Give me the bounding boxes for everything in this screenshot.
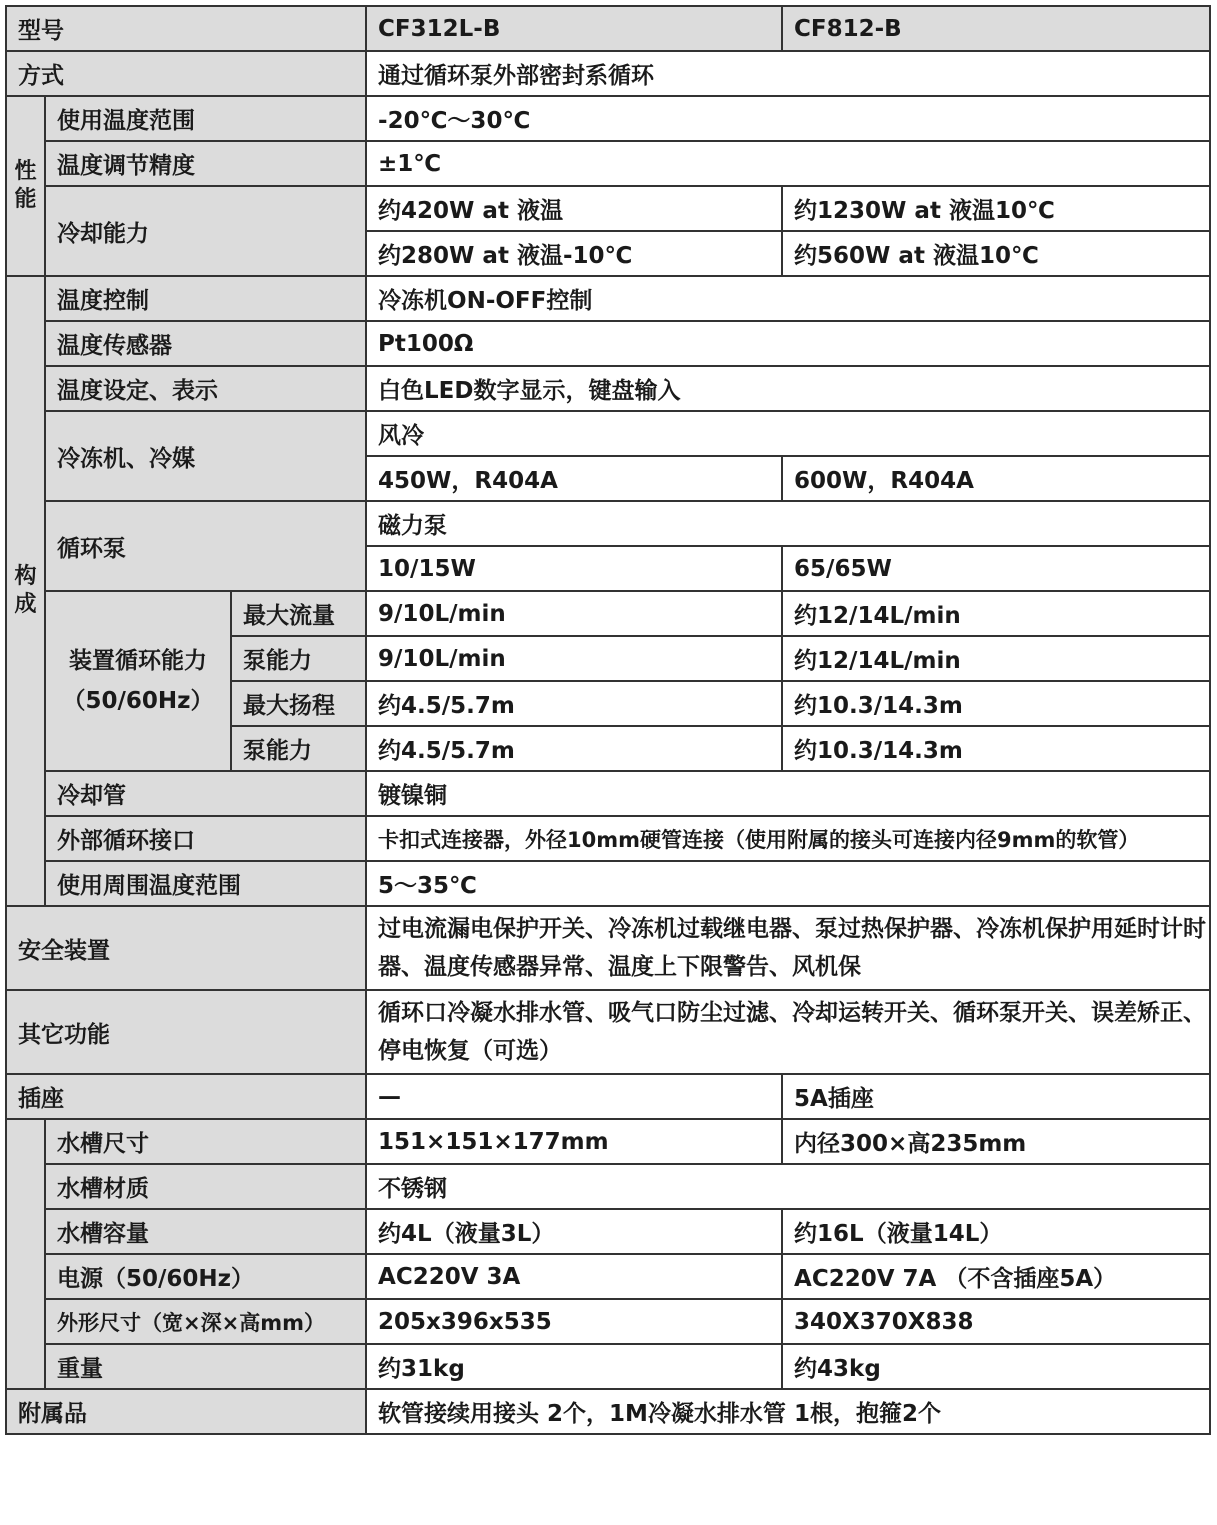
dimensions-a: 205x396x535 <box>366 1299 782 1344</box>
temp-sensor-value: Pt100Ω <box>366 321 1210 366</box>
cooling-b1: 约1230W at 液温10℃ <box>782 186 1210 231</box>
pump-b: 65/65W <box>782 546 1210 591</box>
performance-group-label: 性能 <box>6 96 45 276</box>
tank-group-side <box>6 1119 45 1389</box>
table-row <box>6 366 1210 411</box>
weight-label: 重量 <box>45 1344 366 1389</box>
method-label: 方式 <box>6 51 366 96</box>
table-row <box>6 1119 1210 1164</box>
tank-size-a: 151×151×177mm <box>366 1119 782 1164</box>
socket-a: — <box>366 1074 782 1119</box>
spec-table <box>5 5 1211 1435</box>
temp-accuracy-label: 温度调节精度 <box>45 141 366 186</box>
table-row <box>6 816 1210 861</box>
table-row <box>6 1209 1210 1254</box>
circulation-row-a: 9/10L/min <box>366 636 782 681</box>
table-row <box>6 1164 1210 1209</box>
table-row <box>6 1254 1210 1299</box>
circulation-freq: （50/60Hz） <box>62 688 214 714</box>
cooling-b2: 约560W at 液温10℃ <box>782 231 1210 276</box>
refrigerator-common: 风冷 <box>366 411 1210 456</box>
other-value: 循环口冷凝水排水管、吸气口防尘过滤、冷却运转开关、循环泵开关、误差矫正、停电恢复（可选） <box>366 990 1210 1074</box>
table-row <box>6 51 1210 96</box>
table-row <box>6 321 1210 366</box>
pump-a: 10/15W <box>366 546 782 591</box>
tank-material-value: 不锈钢 <box>366 1164 1210 1209</box>
circulation-row-a: 约4.5/5.7m <box>366 681 782 726</box>
circulation-row-b: 约12/14L/min <box>782 636 1210 681</box>
circulation-row-label: 泵能力 <box>231 636 366 681</box>
temp-range-label: 使用温度范围 <box>45 96 366 141</box>
accessories-label: 附属品 <box>6 1389 366 1434</box>
tank-size-label: 水槽尺寸 <box>45 1119 366 1164</box>
tank-material-label: 水槽材质 <box>45 1164 366 1209</box>
table-row <box>6 276 1210 321</box>
table-row <box>6 771 1210 816</box>
table-row <box>6 861 1210 906</box>
accessories-value: 软管接续用接头 2个，1M冷凝水排水管 1根，抱箍2个 <box>366 1389 1210 1434</box>
model-b-header: CF812-B <box>782 6 1210 51</box>
cooling-capacity-label: 冷却能力 <box>45 186 366 276</box>
socket-b: 5A插座 <box>782 1074 1210 1119</box>
table-row <box>6 990 1210 1074</box>
circulation-title: 装置循环能力 <box>69 648 207 674</box>
table-row <box>6 1074 1210 1119</box>
circulation-row-b: 约12/14L/min <box>782 591 1210 636</box>
tank-capacity-b: 约16L（液量14L） <box>782 1209 1210 1254</box>
structure-group-label: 构成 <box>6 276 45 906</box>
power-label: 电源（50/60Hz） <box>45 1254 366 1299</box>
tank-capacity-a: 约4L（液量3L） <box>366 1209 782 1254</box>
header-label: 型号 <box>6 6 366 51</box>
table-row <box>6 1299 1210 1344</box>
circulation-row-a: 9/10L/min <box>366 591 782 636</box>
weight-a: 约31kg <box>366 1344 782 1389</box>
cooling-a1: 约420W at 液温 <box>366 186 782 231</box>
temp-control-label: 温度控制 <box>45 276 366 321</box>
table-row <box>6 6 1210 51</box>
power-b: AC220V 7A （不含插座5A） <box>782 1254 1210 1299</box>
circulation-row-b: 约10.3/14.3m <box>782 681 1210 726</box>
cooling-a2: 约280W at 液温-10℃ <box>366 231 782 276</box>
table-row <box>6 96 1210 141</box>
temp-range-value: -20℃～30℃ <box>366 96 1210 141</box>
safety-value: 过电流漏电保护开关、冷冻机过载继电器、泵过热保护器、冷冻机保护用延时计时器、温度传感器异常、温度上下限警告、风机保 <box>366 906 1210 990</box>
weight-b: 约43kg <box>782 1344 1210 1389</box>
circulation-row-a: 约4.5/5.7m <box>366 726 782 771</box>
dimensions-label: 外形尺寸（宽×深×高mm） <box>45 1299 366 1344</box>
method-value: 通过循环泵外部密封系循环 <box>366 51 1210 96</box>
table-row <box>6 141 1210 186</box>
table-row <box>6 501 1210 546</box>
table-row <box>6 411 1210 456</box>
model-a-header: CF312L-B <box>366 6 782 51</box>
refrigerator-a: 450W，R404A <box>366 456 782 501</box>
pump-common: 磁力泵 <box>366 501 1210 546</box>
temp-control-value: 冷冻机ON-OFF控制 <box>366 276 1210 321</box>
temp-sensor-label: 温度传感器 <box>45 321 366 366</box>
cooling-pipe-value: 镀镍铜 <box>366 771 1210 816</box>
circulation-row-label: 最大流量 <box>231 591 366 636</box>
pump-label: 循环泵 <box>45 501 366 591</box>
safety-label: 安全装置 <box>6 906 366 990</box>
refrigerator-label: 冷冻机、冷媒 <box>45 411 366 501</box>
ext-port-label: 外部循环接口 <box>45 816 366 861</box>
table-row <box>6 1344 1210 1389</box>
ambient-label: 使用周围温度范围 <box>45 861 366 906</box>
circulation-row-label: 泵能力 <box>231 726 366 771</box>
table-row <box>6 906 1210 990</box>
ext-port-value: 卡扣式连接器，外径10mm硬管连接（使用附属的接头可连接内径9mm的软管） <box>366 816 1210 861</box>
refrigerator-b: 600W，R404A <box>782 456 1210 501</box>
dimensions-b: 340X370X838 <box>782 1299 1210 1344</box>
other-label: 其它功能 <box>6 990 366 1074</box>
circulation-label <box>45 591 231 771</box>
tank-capacity-label: 水槽容量 <box>45 1209 366 1254</box>
ambient-value: 5～35℃ <box>366 861 1210 906</box>
socket-label: 插座 <box>6 1074 366 1119</box>
table-row <box>6 186 1210 231</box>
power-a: AC220V 3A <box>366 1254 782 1299</box>
temp-display-label: 温度设定、表示 <box>45 366 366 411</box>
table-row <box>6 1389 1210 1434</box>
circulation-row-b: 约10.3/14.3m <box>782 726 1210 771</box>
temp-display-value: 白色LED数字显示，键盘输入 <box>366 366 1210 411</box>
cooling-pipe-label: 冷却管 <box>45 771 366 816</box>
table-row <box>6 591 1210 636</box>
temp-accuracy-value: ±1℃ <box>366 141 1210 186</box>
circulation-row-label: 最大扬程 <box>231 681 366 726</box>
tank-size-b: 内径300×高235mm <box>782 1119 1210 1164</box>
